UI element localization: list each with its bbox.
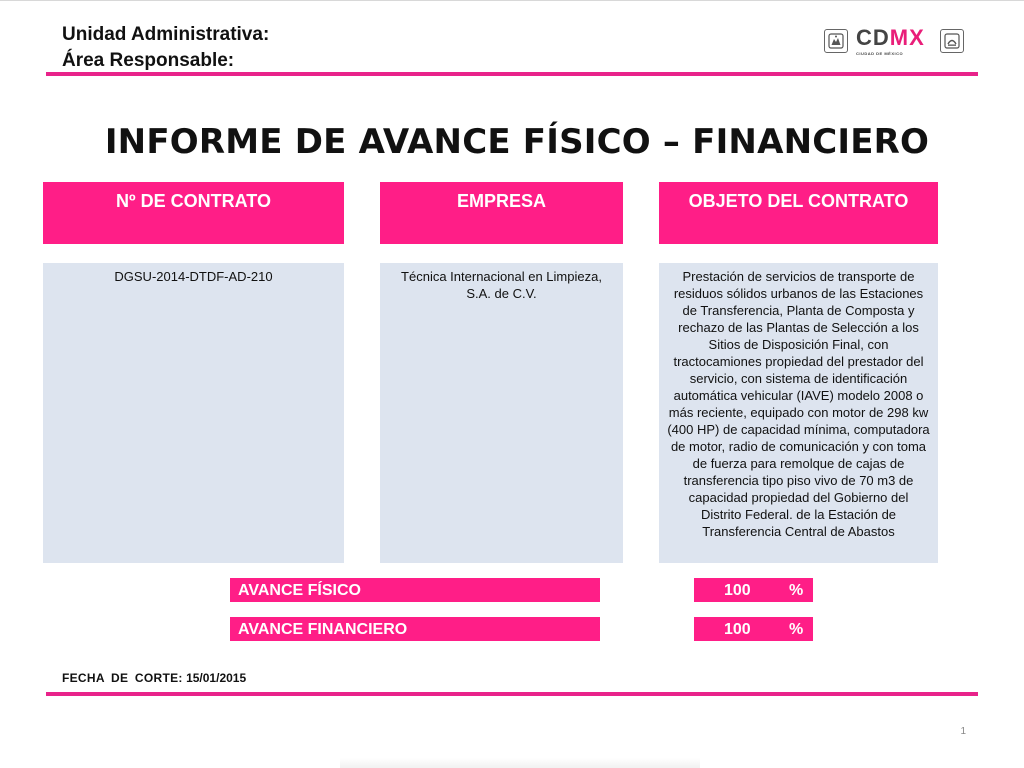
- header-empresa: EMPRESA: [380, 182, 623, 244]
- cdmx-logo: CDMX CIUDAD DE MÉXICO: [856, 24, 925, 56]
- header-objeto-contrato: OBJETO DEL CONTRATO: [659, 182, 938, 244]
- contract-object-cell: Prestación de servicios de transporte de residuos sólidos urbanos de las Estaciones de Transferencia, Planta de Composta y rechazo de las Plantas de Selección a los Sitios de Disposición Final, con tractocamiones propiedad del prestador del servicio, con sistema de identificación automática vehicular (IAVE) modelo 2008 o más reciente, equipado con motor de 298 kw (400 HP) de capacidad mínima, computadora de motor, radio de comunicación y con toma de fuerza para remolque de cajas de transferencia tipo piso vivo de 70 m3 de capacidad propiedad del Gobierno del Distrito Federal. de la Estación de Transferencia Central de Abastos: [659, 263, 938, 563]
- contract-number-cell: DGSU-2014-DTDF-AD-210: [43, 263, 344, 563]
- page-number: 1: [960, 726, 966, 737]
- avance-fisico-value: 100 %: [694, 578, 813, 602]
- unidad-administrativa-label: Unidad Administrativa:: [62, 24, 270, 45]
- avance-fisico-label: AVANCE FÍSICO: [230, 578, 600, 602]
- government-seal-icon: [824, 29, 848, 53]
- dependency-seal-icon: [940, 29, 964, 53]
- page-title: INFORME DE AVANCE FÍSICO – FINANCIERO: [104, 122, 930, 162]
- avance-financiero-value: 100 %: [694, 617, 813, 641]
- area-responsable-label: Área Responsable:: [62, 50, 235, 71]
- logo-group: [824, 24, 964, 58]
- bottom-shadow: [340, 758, 700, 768]
- top-border: [0, 0, 1024, 1]
- company-cell: Técnica Internacional en Limpieza, S.A. de C.V.: [380, 263, 623, 563]
- fecha-corte: FECHA DE CORTE: 15/01/2015: [62, 671, 247, 685]
- avance-financiero-label: AVANCE FINANCIERO: [230, 617, 600, 641]
- header-numero-contrato: Nº DE CONTRATO: [43, 182, 344, 244]
- header-divider: [46, 72, 978, 76]
- footer-divider: [46, 692, 978, 696]
